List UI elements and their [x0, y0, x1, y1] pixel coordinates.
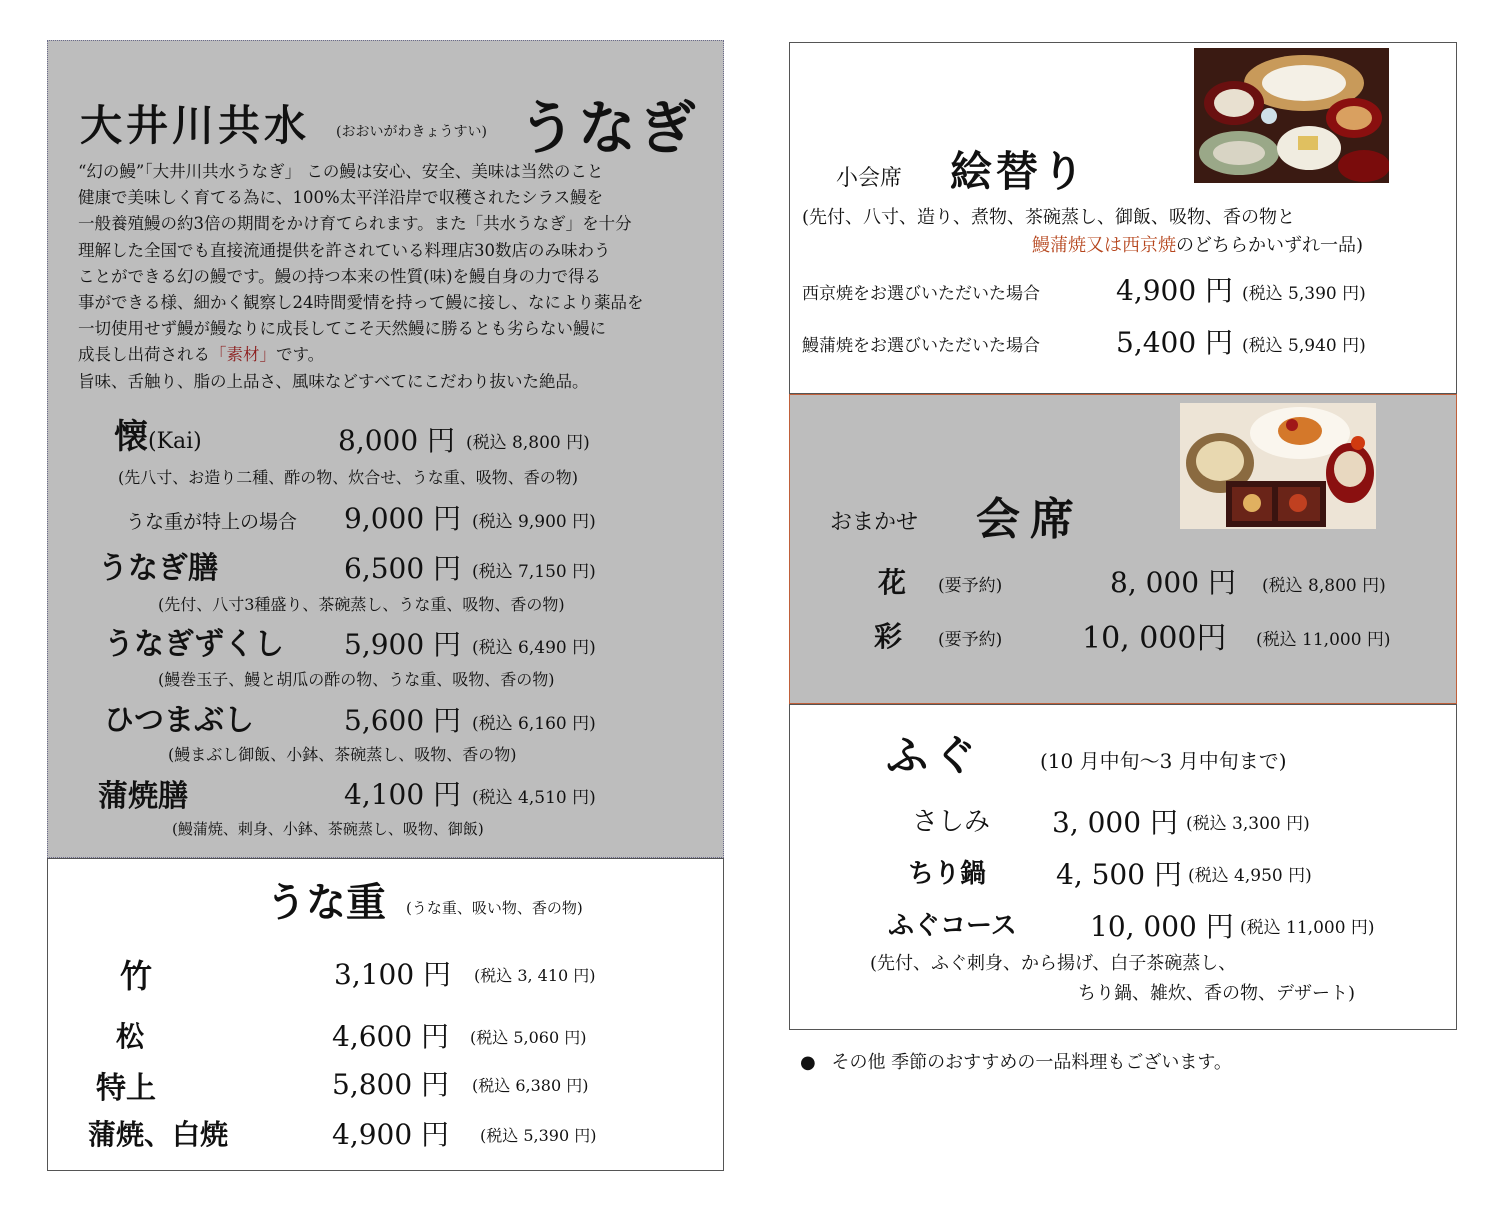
item-tax: (税込 4,510 円) — [472, 788, 596, 808]
item-price: 4,100 円 — [344, 778, 462, 811]
item-tax: (税込 6,490 円) — [472, 638, 596, 658]
fugu-item-tax: (税込 3,300 円) — [1186, 814, 1310, 834]
omakase-item-price: 10, 000円 — [1082, 621, 1227, 656]
omakase-item-note: (要予約) — [938, 630, 1003, 650]
fugu-course-line2: ちり鍋、雑炊、香の物、デザート) — [1078, 983, 1356, 1004]
item-note: (鰻蒲焼、刺身、小鉢、茶碗蒸し、吸物、御飯) — [172, 820, 484, 838]
fugu-season: (10 月中旬～3 月中旬まで) — [1040, 749, 1287, 773]
option-label: 鰻蒲焼をお選びいただいた場合 — [802, 336, 1040, 356]
unaju-item-price: 4,600 円 — [332, 1020, 450, 1053]
fugu-item-price: 10, 000 円 — [1090, 910, 1234, 943]
fugu-course-line1: (先付、ふぐ刺身、から揚げ、白子茶碗蒸し、 — [870, 953, 1237, 974]
desc-line: 理解した全国でも直接流通提供を許されている料理店30数店のみ味わう — [78, 240, 611, 260]
kaiseki-dish-photo — [1194, 48, 1389, 183]
omakase-item-tax: (税込 8,800 円) — [1262, 576, 1386, 596]
desc-line: 一般養殖鰻の約3倍の期間をかけ育てられます。また「共水うなぎ」を十分 — [78, 214, 632, 234]
item-price: 6,500 円 — [344, 552, 462, 585]
item-name-sub: (Kai) — [148, 429, 202, 454]
kokaiseki-panel — [789, 42, 1457, 394]
unagi-title-reading: (おおいがわきょうすい) — [336, 124, 487, 140]
item-note: (先付、八寸3種盛り、茶碗蒸し、うな重、吸物、香の物) — [158, 595, 565, 614]
fugu-item-price: 4, 500 円 — [1056, 858, 1182, 891]
kokaiseki-course-line1: (先付、八寸、造り、煮物、茶碗蒸し、御飯、吸物、香の物と — [802, 207, 1296, 228]
option-tax: (税込 5,390 円) — [1242, 284, 1366, 304]
item-price: 9,000 円 — [344, 502, 462, 535]
unagi-title-main: 大井川共水 — [80, 101, 311, 150]
item-name: 懐(Kai) — [114, 417, 202, 457]
omakase-label: おまかせ — [830, 510, 919, 535]
option-price: 4,900 円 — [1116, 274, 1234, 307]
fugu-title: ふぐ — [886, 731, 983, 780]
fugu-item-name: さしみ — [912, 807, 991, 837]
item-tax: (税込 6,160 円) — [472, 714, 596, 734]
option-label: 西京焼をお選びいただいた場合 — [802, 284, 1040, 304]
unaju-panel — [47, 858, 724, 1171]
footer-text: その他 季節のおすすめの一品料理もございます。 — [831, 1052, 1232, 1073]
item-name: ひつまぶし — [104, 703, 254, 738]
desc-line-text: 成長し出荷される — [78, 345, 210, 365]
kokaiseki-label: 小会席 — [836, 166, 903, 191]
unaju-item-price: 3,100 円 — [334, 958, 452, 991]
omakase-item-name: 花 — [878, 566, 907, 599]
item-name: 蒲焼膳 — [98, 779, 188, 814]
desc-line — [78, 342, 644, 368]
bullet-icon: ● — [800, 1052, 816, 1073]
item-tax: (税込 8,800 円) — [466, 433, 590, 453]
fugu-panel — [789, 704, 1457, 1030]
desc-line: ことができる幻の鰻です。鰻の持つ本来の性質(味)を鰻自身の力で得る — [78, 266, 602, 286]
unaju-item-tax: (税込 5,390 円) — [480, 1126, 597, 1145]
fugu-item-tax: (税込 4,950 円) — [1188, 866, 1312, 886]
course-highlight: 鰻蒲焼又は西京焼 — [1032, 235, 1176, 256]
desc-line: “幻の鰻”「大井川共水うなぎ」 この鰻は安心、安全、美味は当然のこと — [78, 162, 604, 181]
omakase-item-name: 彩 — [874, 620, 903, 653]
item-price: 5,900 円 — [344, 628, 462, 661]
option-price: 5,400 円 — [1116, 326, 1234, 359]
option-tax: (税込 5,940 円) — [1242, 336, 1366, 356]
item-name: うなぎ膳 — [98, 551, 218, 586]
item-tax: (税込 7,150 円) — [472, 562, 596, 582]
unaju-item-tax: (税込 3, 410 円) — [474, 966, 596, 985]
omakase-panel — [789, 394, 1457, 704]
desc-line: 旨味、舌触り、脂の上品さ、風味などすべてにこだわり抜いた絶品。 — [78, 371, 589, 391]
item-name: うなぎずくし — [104, 627, 284, 662]
unaju-item-name: 特上 — [96, 1071, 156, 1106]
item-price: 5,600 円 — [344, 704, 462, 737]
item-note: (鰻まぶし御飯、小鉢、茶碗蒸し、吸物、香の物) — [168, 745, 517, 764]
omakase-item-tax: (税込 11,000 円) — [1256, 630, 1391, 650]
course-text: のどちらかいずれ一品) — [1176, 235, 1364, 256]
item-note: (鰻巻玉子、鰻と胡瓜の酢の物、うな重、吸物、香の物) — [158, 670, 555, 689]
unaju-title: うな重 — [266, 879, 386, 926]
fugu-item-price: 3, 000 円 — [1052, 806, 1178, 839]
unaju-item-name: 松 — [116, 1020, 145, 1053]
item-note: (先八寸、お造り二種、酢の物、炊合せ、うな重、吸物、香の物) — [118, 468, 579, 487]
omakase-dish-photo — [1180, 403, 1376, 529]
unaju-item-name: 蒲焼、白焼 — [88, 1118, 229, 1151]
unaju-item-tax: (税込 6,380 円) — [472, 1076, 589, 1095]
unaju-subtitle: (うな重、吸い物、香の物) — [406, 899, 583, 917]
desc-line: 事ができる様、細かく観察し24時間愛情を持って鰻に接し、なにより薬品を — [78, 293, 644, 313]
fugu-item-tax: (税込 11,000 円) — [1240, 918, 1375, 938]
unagi-title-unagi: うなぎ — [518, 94, 699, 162]
desc-line: 健康で美味しく育てる為に、100%太平洋沿岸で収穫されたシラス鰻を — [78, 188, 604, 208]
unagi-panel — [47, 40, 724, 858]
item-tax: (税込 9,900 円) — [472, 512, 596, 532]
desc-line-text: です。 — [276, 345, 325, 365]
fugu-item-name: ちり鍋 — [908, 859, 987, 889]
item-price: 8,000 円 — [338, 424, 456, 457]
footer-note — [800, 1048, 1232, 1074]
omakase-item-note: (要予約) — [938, 576, 1003, 596]
unaju-item-name: 竹 — [120, 957, 153, 995]
unaju-item-price: 5,800 円 — [332, 1068, 450, 1101]
desc-line: 一切使用せず鰻が鰻なりに成長してこそ天然鰻に勝るとも劣らない鰻に — [78, 319, 606, 339]
fugu-item-name: ふぐコース — [888, 911, 1017, 941]
unaju-item-price: 4,900 円 — [332, 1118, 450, 1151]
unaju-item-tax: (税込 5,060 円) — [470, 1028, 587, 1047]
kokaiseki-course-line2 — [1032, 231, 1363, 257]
kokaiseki-title: 絵替り — [950, 147, 1089, 196]
omakase-item-price: 8, 000 円 — [1110, 566, 1236, 599]
item-name: うな重が特上の場合 — [126, 511, 298, 533]
desc-highlight-sozai: 「素材」 — [210, 345, 276, 365]
omakase-title: 会席 — [976, 494, 1084, 545]
unagi-description — [78, 159, 644, 395]
